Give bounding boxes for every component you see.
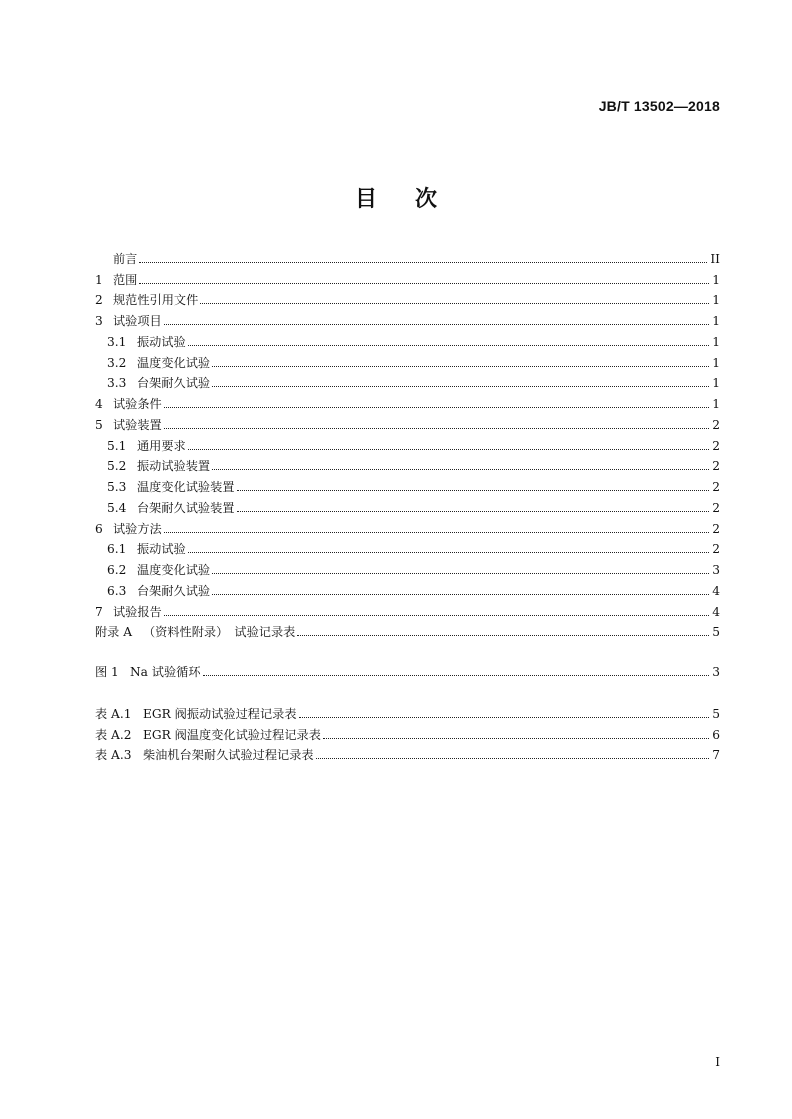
dot-leader (316, 758, 710, 759)
dot-leader (237, 490, 710, 491)
toc-entry-label: 规范性引用文件 (113, 293, 199, 308)
toc-entry-page: 2 (712, 438, 720, 453)
toc-entry-number: 2 (95, 293, 103, 308)
toc-entry-number: 6.3 (107, 583, 127, 598)
toc-entry[interactable] (95, 577, 720, 598)
dot-leader (299, 717, 710, 718)
toc-entry[interactable] (95, 742, 720, 763)
toc-entry[interactable] (95, 556, 720, 577)
toc-entry-page: 1 (712, 272, 720, 287)
dot-leader (164, 407, 709, 408)
toc-entry-label: （资料性附录） 试验记录表 (143, 625, 296, 640)
toc-entry-number: 表 A.1 (95, 706, 132, 721)
toc-chapters (95, 245, 720, 639)
dot-leader (297, 635, 709, 636)
toc-entry-label: 振动试验装置 (137, 459, 211, 474)
toc-entry-number: 图 1 (95, 664, 119, 679)
toc-entry-page: 3 (712, 563, 720, 577)
toc-entry[interactable] (95, 721, 720, 742)
dot-leader (212, 386, 709, 387)
dot-leader (212, 366, 709, 367)
toc-entry[interactable] (95, 536, 720, 557)
toc-entry[interactable] (95, 619, 720, 640)
toc-entry-label: 振动试验 (137, 334, 186, 349)
dot-leader (139, 262, 707, 263)
toc-entry-page: 7 (712, 748, 720, 763)
dot-leader (164, 428, 709, 429)
toc-entry[interactable] (95, 658, 720, 679)
toc-entry-page: 3 (712, 664, 720, 679)
toc-entry-number: 5.4 (107, 500, 127, 515)
toc-entry[interactable] (95, 307, 720, 328)
toc-entry-page: 1 (712, 293, 720, 308)
dot-leader (212, 573, 709, 574)
toc-entry[interactable] (95, 515, 720, 536)
dot-leader (203, 675, 710, 676)
title-char-1: 目 (354, 187, 377, 212)
toc-entry[interactable] (95, 494, 720, 515)
toc-entry-label: 试验条件 (113, 397, 162, 411)
dot-leader (212, 469, 709, 470)
toc-entry-label: EGR 阀温度变化试验过程记录表 (143, 727, 321, 742)
toc-entry-label: 温度变化试验装置 (137, 480, 235, 494)
toc-entry-page: 1 (712, 397, 720, 411)
toc-entry-number: 6.2 (107, 563, 127, 577)
dot-leader (164, 532, 709, 533)
toc-entry-label: 柴油机台架耐久试验过程记录表 (143, 748, 314, 763)
title-char-2: 次 (415, 187, 438, 212)
toc-entry[interactable] (95, 700, 720, 721)
toc-entry[interactable] (95, 287, 720, 308)
toc-figures (95, 658, 720, 679)
toc-entry-page: 2 (712, 542, 720, 557)
standard-number: JB/T 13502—2018 (598, 98, 720, 114)
toc-entry[interactable] (95, 266, 720, 287)
toc-entry-page: 1 (712, 314, 720, 328)
toc-entry-page: 2 (712, 500, 720, 515)
toc-entry-page: 4 (712, 583, 720, 598)
toc-entry-page: 2 (712, 521, 720, 536)
dot-leader (212, 594, 709, 595)
toc-entry-label: Na 试验循环 (130, 664, 201, 679)
dot-leader (188, 552, 709, 553)
toc-entry-label: 试验方法 (113, 521, 162, 536)
toc-entry-page: 2 (712, 459, 720, 474)
dot-leader (164, 324, 709, 325)
toc-entry-number: 6 (95, 521, 103, 536)
toc-entry-number: 5.2 (107, 459, 127, 474)
toc-entry-number: 5 (95, 417, 103, 432)
toc-entry-number: 3.2 (107, 355, 127, 370)
toc-entry[interactable] (95, 411, 720, 432)
toc-entry-label: 试验报告 (113, 604, 162, 619)
toc-entry-label: 试验项目 (113, 314, 162, 328)
dot-leader (323, 738, 709, 739)
toc-entry-number: 表 A.3 (95, 748, 132, 763)
toc-entry-number: 4 (95, 397, 103, 411)
toc-entry-page: 1 (712, 355, 720, 370)
page-number: I (715, 1055, 720, 1069)
toc-entry-label: EGR 阀振动试验过程记录表 (143, 706, 297, 721)
dot-leader (139, 283, 709, 284)
toc-entry-page: 5 (712, 706, 720, 721)
toc-entry[interactable] (95, 245, 720, 266)
toc-entry-page: 4 (712, 604, 720, 619)
toc-entry-number: 3.1 (107, 334, 127, 349)
toc-entry-page: II (710, 251, 720, 266)
dot-leader (188, 449, 709, 450)
toc-entry[interactable] (95, 473, 720, 494)
toc-entry-number: 附录 A (95, 625, 133, 640)
toc-entry-label: 试验装置 (113, 417, 162, 432)
toc-entry[interactable] (95, 370, 720, 391)
toc-entry-label: 振动试验 (137, 542, 186, 557)
dot-leader (200, 303, 709, 304)
toc-entry-page: 2 (712, 417, 720, 432)
toc-entry-page: 1 (712, 334, 720, 349)
dot-leader (188, 345, 709, 346)
toc-entry-number: 表 A.2 (95, 727, 132, 742)
page-title (0, 182, 792, 213)
toc-tables (95, 700, 720, 762)
toc-entry-number: 6.1 (107, 542, 127, 557)
toc-entry-label: 台架耐久试验装置 (137, 500, 235, 515)
toc-entry[interactable] (95, 328, 720, 349)
toc-entry-number: 7 (95, 604, 103, 619)
toc-entry[interactable] (95, 432, 720, 453)
toc-entry-page: 1 (712, 376, 720, 391)
dot-leader (164, 615, 709, 616)
toc-entry-label: 温度变化试验 (137, 563, 211, 577)
toc-entry-label: 范围 (113, 272, 138, 287)
toc-entry-number: 1 (95, 272, 103, 287)
toc-entry[interactable] (95, 598, 720, 619)
toc-entry-label: 台架耐久试验 (137, 583, 211, 598)
toc-entry-page: 2 (712, 480, 720, 494)
toc-entry-label: 温度变化试验 (137, 355, 211, 370)
toc-entry-label: 通用要求 (137, 438, 186, 453)
toc-entry[interactable] (95, 453, 720, 474)
toc-entry-page: 6 (712, 727, 720, 742)
toc-entry-label: 前言 (113, 251, 138, 266)
toc-entry-number: 3 (95, 314, 103, 328)
toc-entry-number: 5.3 (107, 480, 127, 494)
toc-entry-label: 台架耐久试验 (137, 376, 211, 391)
toc-entry-number: 5.1 (107, 438, 127, 453)
toc-entry[interactable] (95, 390, 720, 411)
dot-leader (237, 511, 710, 512)
toc-entry-number: 3.3 (107, 376, 127, 391)
toc-entry-page: 5 (712, 625, 720, 640)
toc-entry[interactable] (95, 349, 720, 370)
